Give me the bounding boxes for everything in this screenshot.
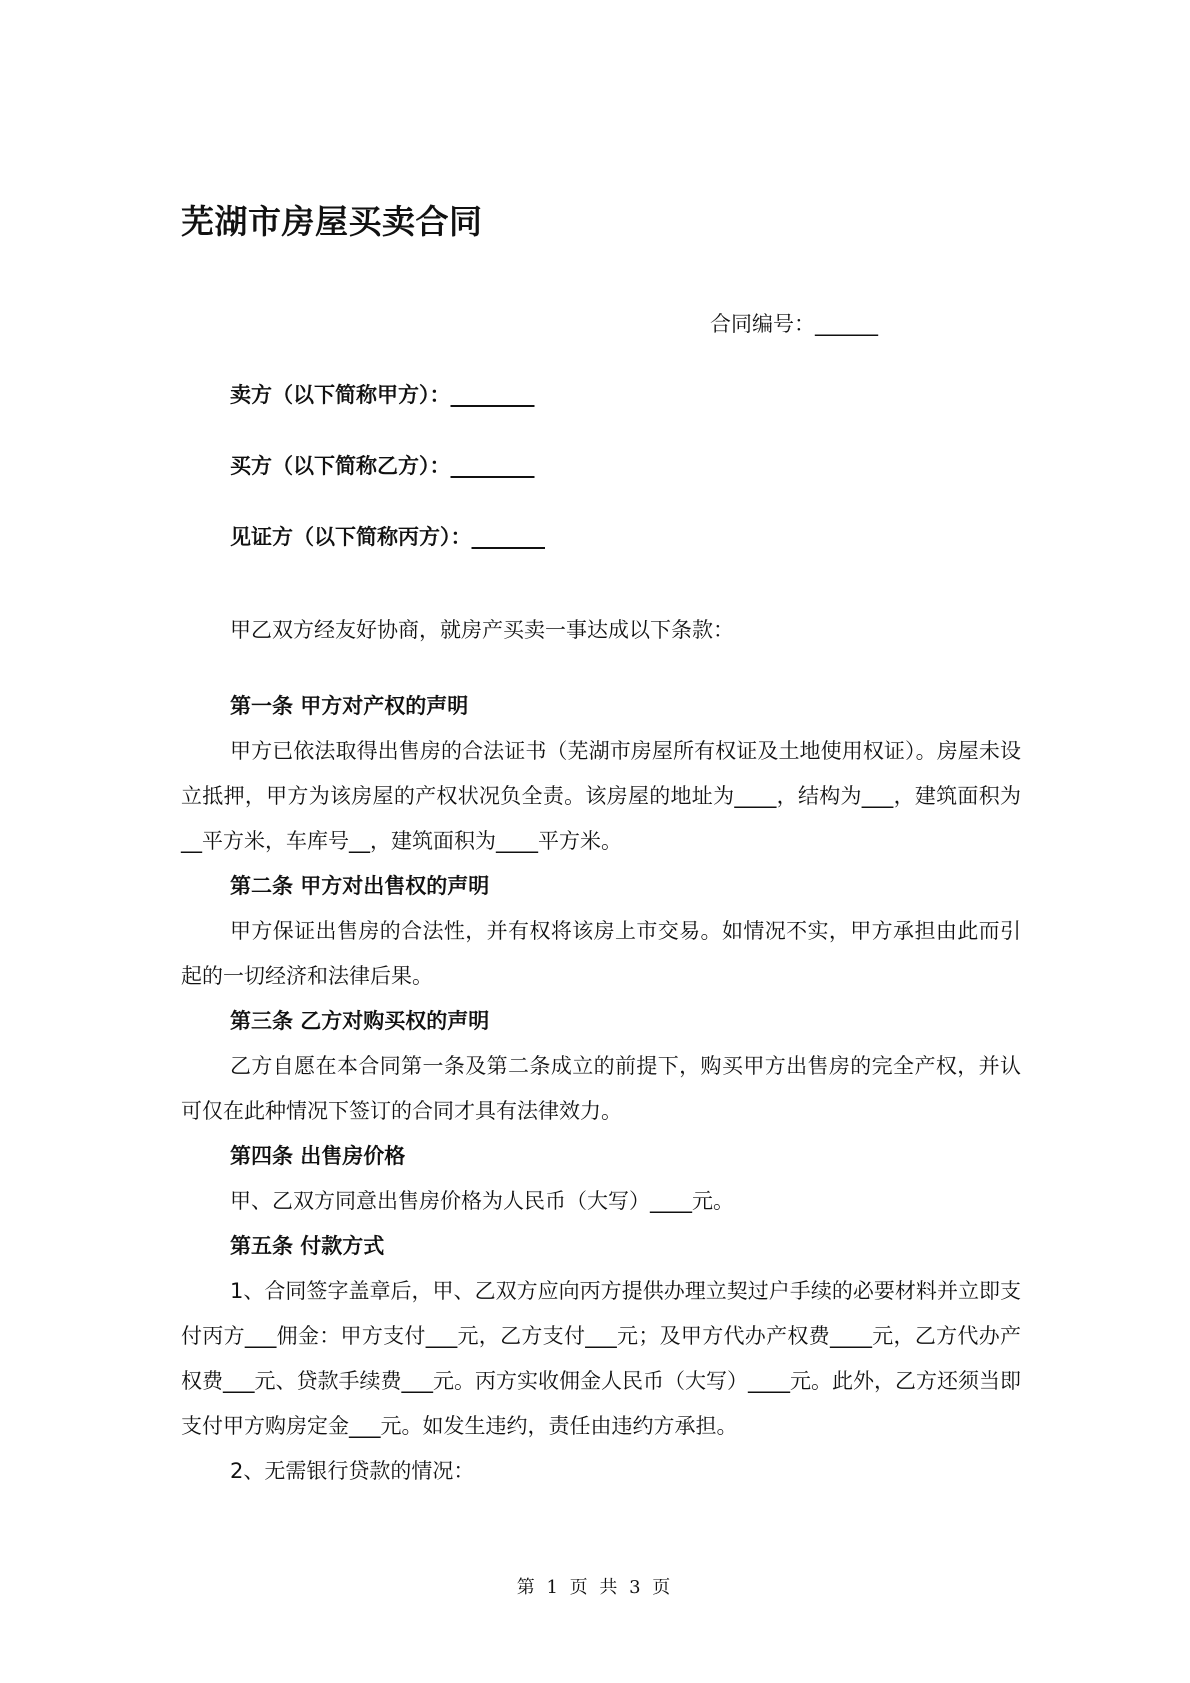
article-1-text: 甲方已依法取得出售房的合法证书（芜湖市房屋所有权证及土地使用权证）。房屋未设立抵押，甲方为该房屋的产权状况负全责。该房屋的地址为____，结构为___，建筑面积为__平方米，车库号__，建筑面积为____平方米。 [181,739,1021,853]
article-1-heading: 第一条 甲方对产权的声明 [230,694,469,718]
article-5-heading: 第五条 付款方式 [230,1234,385,1258]
article-4-heading: 第四条 出售房价格 [230,1144,406,1168]
seller-party-line: 卖方（以下简称甲方）：________ [230,383,535,407]
page-number-footer: 第 1 页 共 3 页 [516,1577,674,1598]
buyer-party-line: 买方（以下简称乙方）：________ [230,454,535,478]
intro-paragraph: 甲乙双方经友好协商，就房产买卖一事达成以下条款： [230,618,734,642]
contract-number-field: 合同编号：______ [710,312,878,336]
contract-body [181,684,1021,1494]
article-3-text: 乙方自愿在本合同第一条及第二条成立的前提下，购买甲方出售房的完全产权，并认可仅在此种情况下签订的合同才具有法律效力。 [181,1054,1021,1123]
article-5-item-1: 1、合同签字盖章后，甲、乙双方应向丙方提供办理立契过户手续的必要材料并立即支付丙方___佣金：甲方支付___元，乙方支付___元；及甲方代办产权费____元，乙方代办产权费___元、贷款手续费___元。丙方实收佣金人民币（大写）____元。此外，乙方还须当即支付甲方购房定金___元。如发生违约，责任由违约方承担。 [181,1279,1021,1438]
document-title: 芜湖市房屋买卖合同 [181,202,483,241]
article-2-text: 甲方保证出售房的合法性，并有权将该房上市交易。如情况不实，甲方承担由此而引起的一切经济和法律后果。 [181,919,1021,988]
article-2-heading: 第二条 甲方对出售权的声明 [230,874,490,898]
article-3-heading: 第三条 乙方对购买权的声明 [230,1009,490,1033]
article-4-text: 甲、乙双方同意出售房价格为人民币（大写）____元。 [230,1189,734,1213]
article-5-item-2: 2、无需银行贷款的情况： [230,1459,475,1483]
witness-party-line: 见证方（以下简称丙方）：_______ [230,525,545,549]
